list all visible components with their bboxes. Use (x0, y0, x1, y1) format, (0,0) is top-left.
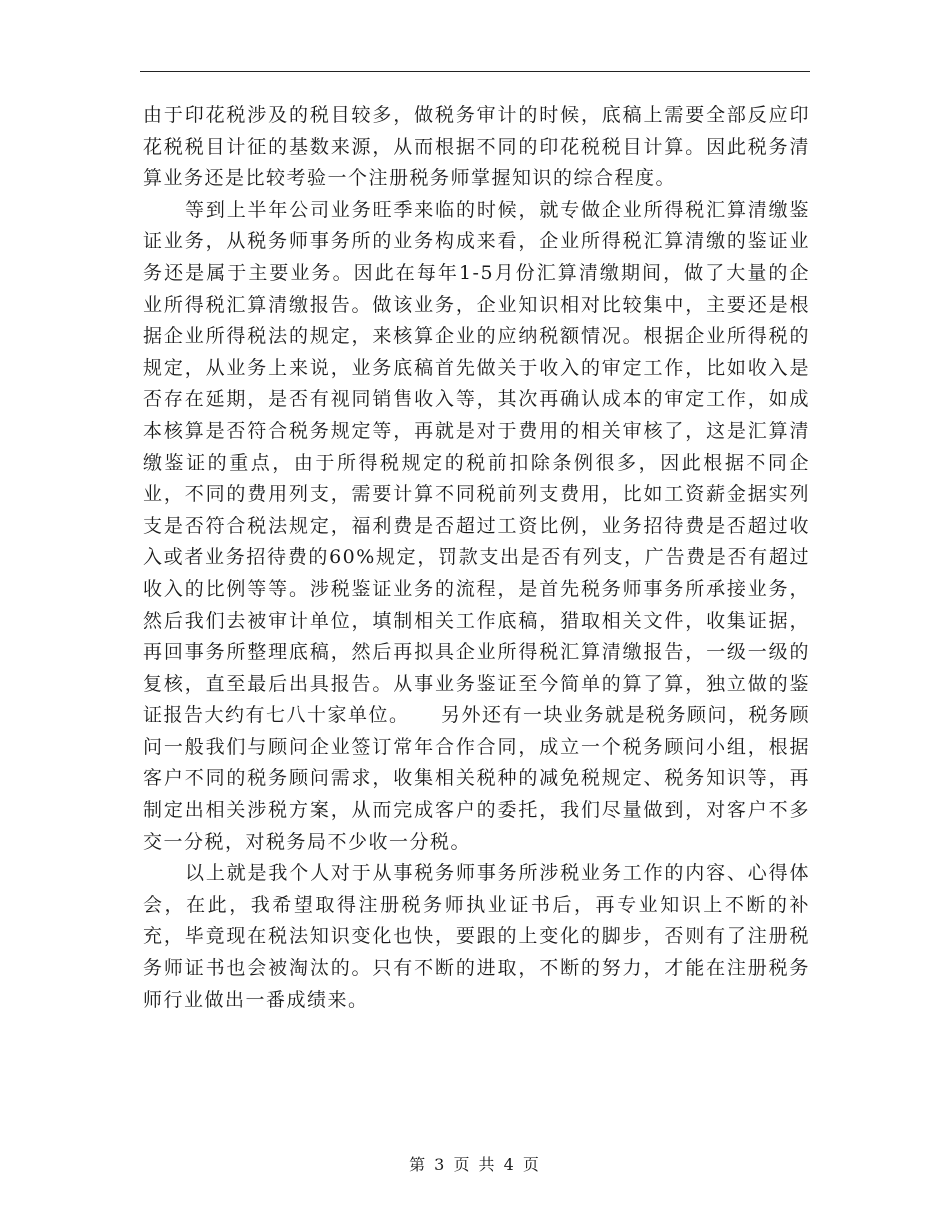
document-body (143, 100, 810, 1016)
paragraph-3: 以上就是我个人对于从事税务师事务所涉税业务工作的内容、心得体会，在此，我希望取得注册税务师执业证书后，再专业知识上不断的补充，毕竟现在税法知识变化也快，要跟的上变化的脚步，否则有了注册税务师证书也会被淘汰的。只有不断的进取，不断的努力，才能在注册税务师行业做出一番成绩来。 (143, 862, 810, 1011)
paragraph-1: 由于印花税涉及的税目较多，做税务审计的时候，底稿上需要全部反应印花税税目计征的基数来源，从而根据不同的印花税税目计算。因此税务清算业务还是比较考验一个注册税务师掌握知识的综合程度。 (143, 104, 810, 190)
header-rule (140, 71, 810, 72)
page-number: 第 3 页 共 4 页 (409, 1155, 541, 1174)
paragraph-2: 等到上半年公司业务旺季来临的时候，就专做企业所得税汇算清缴鉴证业务，从税务师事务所的业务构成来看，企业所得税汇算清缴的鉴证业务还是属于主要业务。因此在每年1-5月份汇算清缴期间，做了大量的企业所得税汇算清缴报告。做该业务，企业知识相对比较集中，主要还是根据企业所得税法的规定，来核算企业的应纳税额情况。根据企业所得税的规定，从业务上来说，业务底稿首先做关于收入的审定工作，比如收入是否存在延期，是否有视同销售收入等，其次再确认成本的审定工作，如成本核算是否符合税务规定等，再就是对于费用的相关审核了，这是汇算清缴鉴证的重点，由于所得税规定的税前扣除条例很多，因此根据不同企业，不同的费用列支，需要计算不同税前列支费用，比如工资薪金据实列支是否符合税法规定，福利费是否超过工资比例，业务招待费是否超过收入或者业务招待费的60%规定，罚款支出是否有列支，广告费是否有超过收入的比例等等。涉税鉴证业务的流程，是首先税务师事务所承接业务，然后我们去被审计单位，填制相关工作底稿，猎取相关文件，收集证据，再回事务所整理底稿，然后再拟具企业所得税汇算清缴报告，一级一级的复核，直至最后出具报告。从事业务鉴证至今简单的算了算，独立做的鉴证报告大约有七八十家单位。 另外还有一块业务就是税务顾问，税务顾问一般我们与顾问企业签订常年合作合同，成立一个税务顾问小组，根据客户不同的税务顾问需求，收集相关税种的减免税规定、税务知识等，再制定出相关涉税方案，从而完成客户的委托，我们尽量做到，对客户不多交一分税，对税务局不少收一分税。 (143, 198, 811, 853)
